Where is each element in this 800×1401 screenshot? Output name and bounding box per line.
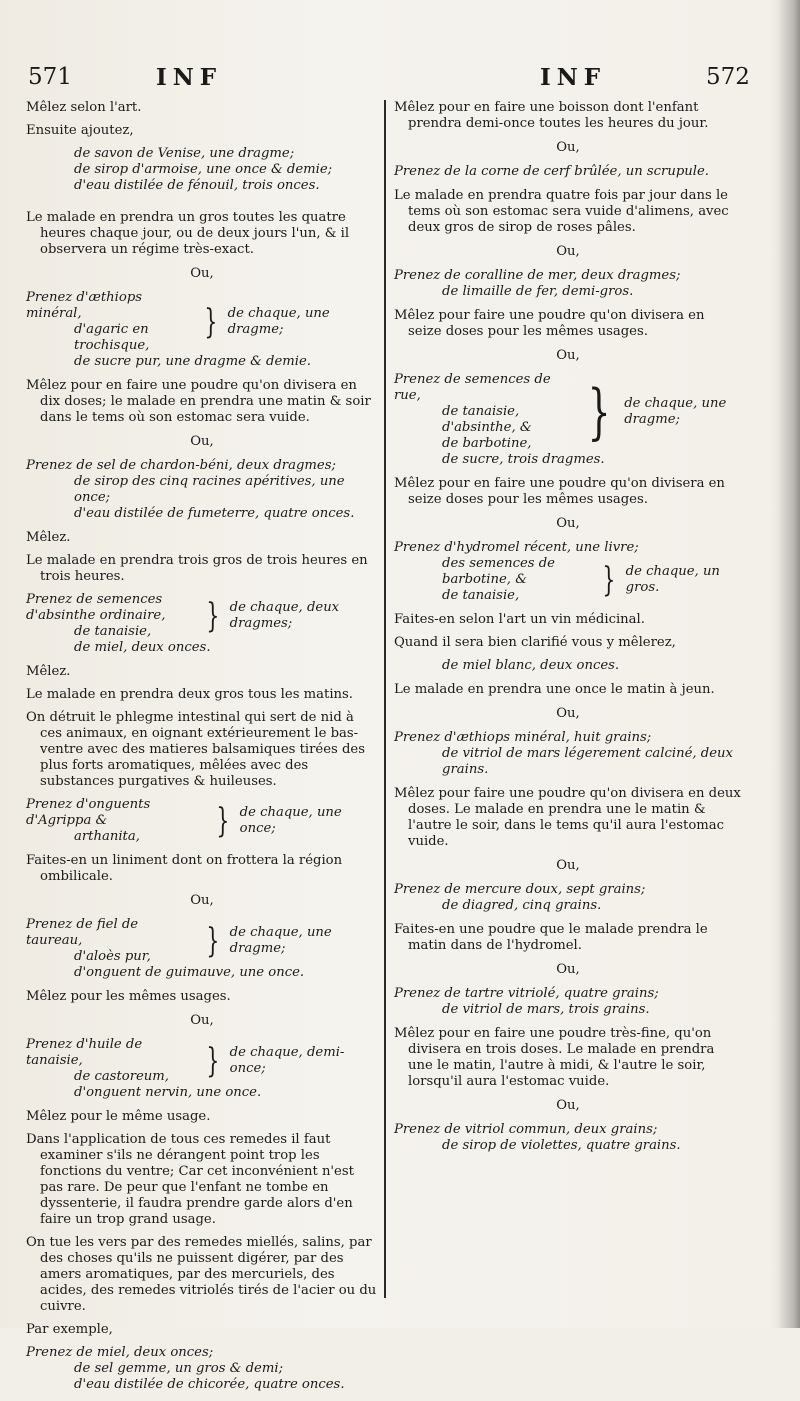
paragraph: Faites-en une poudre que le malade prendra le matin dans de l'hydromel.: [394, 922, 708, 953]
recipe: [394, 730, 742, 778]
brace-icon: }: [204, 302, 218, 342]
recipe-line: d'absinthe, &: [442, 420, 532, 435]
brace-icon: }: [602, 560, 616, 600]
brace-icon: }: [206, 921, 220, 961]
recipe-line: Prenez d'onguents d'Agrippa &: [26, 797, 151, 828]
paragraph: Ensuite ajoutez,: [26, 123, 134, 138]
recipe-line: de diagred, cinq grains.: [442, 898, 602, 913]
paragraph: Par exemple,: [26, 1322, 113, 1337]
ou-separator: Ou,: [190, 1013, 214, 1028]
paragraph: Mêlez.: [26, 530, 71, 545]
paragraph: Mêlez pour en faire une boisson dont l'enfant prendra demi-once toutes les heures du jour.: [394, 100, 709, 131]
recipe-line: d'onguent nervin, une once.: [74, 1085, 262, 1100]
recipe-line: de sucre, trois dragmes.: [442, 452, 605, 467]
column-rule: [384, 100, 386, 1298]
recipe-line: de tanaisie,: [74, 624, 152, 639]
right-running-head: INF: [540, 64, 607, 91]
recipe-line: Prenez de semences d'absinthe ordinaire,: [26, 592, 166, 623]
paragraph: Mêlez pour en faire une poudre qu'on divisera en dix doses; le malade en prendra une matin & soir dans le tems où son estomac sera vuide.: [26, 378, 371, 425]
brace-icon: }: [587, 377, 611, 447]
recipe-line: d'eau distilée de fumeterre, quatre onces.: [74, 506, 355, 521]
recipe-group: [26, 797, 378, 845]
left-page-number: 571: [28, 64, 72, 90]
recipe-line: de savon de Venise, une dragme;: [74, 146, 295, 161]
right-page-number: 572: [706, 64, 750, 90]
recipe: [394, 1122, 742, 1154]
recipe-line: de sirop des cinq racines apéritives, une once;: [74, 474, 345, 505]
recipe-line: de sel gemme, un gros & demi;: [74, 1361, 284, 1376]
recipe-line: Prenez de coralline de mer, deux dragmes;: [394, 268, 681, 283]
recipe-share: de chaque, une once;: [239, 805, 342, 836]
page-edge-shadow: [778, 0, 800, 1328]
paragraph: Mêlez selon l'art.: [26, 100, 142, 115]
recipe-line: d'onguent de guimauve, une once.: [74, 965, 305, 980]
paragraph: Dans l'application de tous ces remedes il faut examiner s'ils ne dérangent point trop les fonctions du ventre; Car cet inconvénient n'est pas rare. De peur que l'enfant ne tombe en dyssenterie, il faudra prendre garde alors d'en faire un trop grand usage.: [26, 1132, 354, 1227]
paragraph: On détruit le phlegme intestinal qui sert de nid à ces animaux, en oignant extérieurement le bas-ventre avec des matieres balsamiques tirées des plus forts aromatiques, mêlées avec des substances purgatives & huileuses.: [26, 710, 365, 789]
recipe-share: de chaque, deux dragmes;: [229, 600, 340, 631]
recipe-line: de vitriol de mars légerement calciné, deux grains.: [442, 746, 733, 777]
recipe: [26, 458, 378, 522]
paragraph: Faites-en selon l'art un vin médicinal.: [394, 612, 645, 627]
recipe-line: de sirop d'armoise, une once & demie;: [74, 162, 333, 177]
recipe-line: Prenez de vitriol commun, deux grains;: [394, 1122, 658, 1137]
ou-separator: Ou,: [556, 962, 580, 977]
recipe-group: [26, 1037, 378, 1085]
recipe-line: des semences de barbotine, &: [442, 556, 555, 587]
recipe-line: Prenez de fiel de taureau,: [26, 917, 139, 948]
paragraph: Mêlez pour le même usage.: [26, 1109, 211, 1124]
recipe: [26, 592, 378, 656]
recipe: [26, 797, 378, 845]
recipe-line: de castoreum,: [74, 1069, 169, 1084]
recipe: [394, 882, 742, 914]
ou-separator: Ou,: [190, 893, 214, 908]
recipe-line: Prenez d'huile de tanaisie,: [26, 1037, 143, 1068]
paragraph: Faites-en un liniment dont on frottera la région ombilicale.: [26, 853, 343, 884]
recipe-line: d'eau distilée de chicorée, quatre onces.: [74, 1377, 345, 1392]
ou-separator: Ou,: [190, 266, 214, 281]
recipe: [394, 986, 742, 1018]
left-running-head: INF: [156, 64, 223, 91]
recipe: [26, 1345, 378, 1393]
recipe-group: [26, 592, 378, 640]
ou-separator: Ou,: [556, 348, 580, 363]
recipe-line: Prenez d'æthiops minéral, huit grains;: [394, 730, 652, 745]
paragraph: Mêlez pour en faire une poudre qu'on divisera en seize doses pour les mêmes usages.: [394, 476, 725, 507]
recipe-line: Prenez de sel de chardon-béni, deux dragmes;: [26, 458, 336, 473]
ou-separator: Ou,: [556, 516, 580, 531]
paragraph: Mêlez pour faire une poudre qu'on divisera en deux doses. Le malade en prendra une le matin & l'autre le soir, dans le tems qu'il aura l'estomac vuide.: [394, 786, 741, 849]
paragraph: Mêlez pour faire une poudre qu'on divisera en seize doses pour les mêmes usages.: [394, 308, 705, 339]
recipe-line: Prenez d'æthiops minéral,: [26, 290, 143, 321]
recipe-line: de sucre pur, une dragme & demie.: [74, 354, 311, 369]
recipe-line: d'eau distilée de fénouil, trois onces.: [74, 178, 320, 193]
paragraph: Le malade en prendra une once le matin à jeun.: [394, 682, 715, 697]
recipe-group: [26, 290, 378, 354]
recipe-line: de tanaisie,: [442, 588, 520, 603]
recipe: [394, 658, 742, 674]
brace-icon: }: [206, 1041, 220, 1081]
recipe-line: de limaille de fer, demi-gros.: [442, 284, 634, 299]
recipe-share: de chaque, une dragme;: [229, 925, 332, 956]
paragraph: On tue les vers par des remedes miellés, salins, par des choses qu'ils ne puissent digérer, par des amers aromatiques, par des mercuriels, des acides, des remedes vitriolés tirés de l'acier ou du cuivre.: [26, 1235, 377, 1314]
ou-separator: Ou,: [556, 140, 580, 155]
recipe-share: de chaque, une dragme;: [624, 396, 727, 427]
paragraph: Mêlez.: [26, 664, 71, 679]
recipe-line: Prenez de mercure doux, sept grains;: [394, 882, 646, 897]
recipe-line: arthanita,: [74, 829, 140, 844]
recipe-line: de tanaisie,: [442, 404, 520, 419]
brace-icon: }: [216, 801, 230, 841]
ou-separator: Ou,: [556, 244, 580, 259]
recipe-group: [394, 556, 742, 604]
recipe-line: Prenez de miel, deux onces;: [26, 1345, 214, 1360]
paragraph: Le malade en prendra un gros toutes les quatre heures chaque jour, ou de deux jours l'un, & il observera un régime très-exact.: [26, 210, 350, 257]
recipe-share: de chaque, un gros.: [625, 564, 720, 595]
recipe-share: de chaque, demi-once;: [229, 1045, 345, 1076]
right-column: [394, 100, 742, 1162]
ou-separator: Ou,: [190, 434, 214, 449]
recipe: [394, 372, 742, 468]
recipe-line: Prenez de semences de rue,: [394, 372, 551, 403]
ou-separator: Ou,: [556, 858, 580, 873]
recipe-line: Prenez de la corne de cerf brûlée, un scrupule.: [394, 164, 709, 179]
paragraph: Mêlez pour les mêmes usages.: [26, 989, 231, 1004]
recipe-group: [26, 917, 378, 965]
paragraph: Le malade en prendra quatre fois par jour dans le tems où son estomac sera vuide d'alimens, avec deux gros de sirop de roses pâles.: [394, 188, 729, 235]
recipe-line: de miel blanc, deux onces.: [442, 658, 620, 673]
recipe-group: [394, 372, 742, 452]
recipe-line: de sirop de violettes, quatre grains.: [442, 1138, 681, 1153]
ou-separator: Ou,: [556, 706, 580, 721]
paragraph: Le malade en prendra deux gros tous les matins.: [26, 687, 353, 702]
recipe: [26, 290, 378, 370]
ou-separator: Ou,: [556, 1098, 580, 1113]
recipe: [26, 917, 378, 981]
left-column: [26, 100, 378, 1401]
recipe: [394, 164, 742, 180]
recipe-line: d'agaric en trochisque,: [74, 322, 150, 353]
recipe: [26, 146, 378, 194]
recipe-line: de barbotine,: [442, 436, 532, 451]
brace-icon: }: [206, 596, 220, 636]
recipe: [394, 268, 742, 300]
paragraph: Le malade en prendra trois gros de trois heures en trois heures.: [26, 553, 368, 584]
paragraph: Mêlez pour en faire une poudre très-fine, qu'on divisera en trois doses. Le malade en prendra une le matin, l'autre à midi, & l'autre le soir, lorsqu'il aura l'estomac vuide.: [394, 1026, 715, 1089]
recipe-share: de chaque, une dragme;: [227, 306, 330, 337]
recipe-line: d'aloès pur,: [74, 949, 151, 964]
recipe-line: de miel, deux onces.: [74, 640, 211, 655]
paragraph: Quand il sera bien clarifié vous y mêlerez,: [394, 635, 676, 650]
recipe: [394, 540, 742, 604]
recipe-line: de vitriol de mars, trois grains.: [442, 1002, 650, 1017]
recipe: [26, 1037, 378, 1101]
recipe-line: Prenez d'hydromel récent, une livre;: [394, 540, 639, 555]
recipe-line: Prenez de tartre vitriolé, quatre grains;: [394, 986, 659, 1001]
